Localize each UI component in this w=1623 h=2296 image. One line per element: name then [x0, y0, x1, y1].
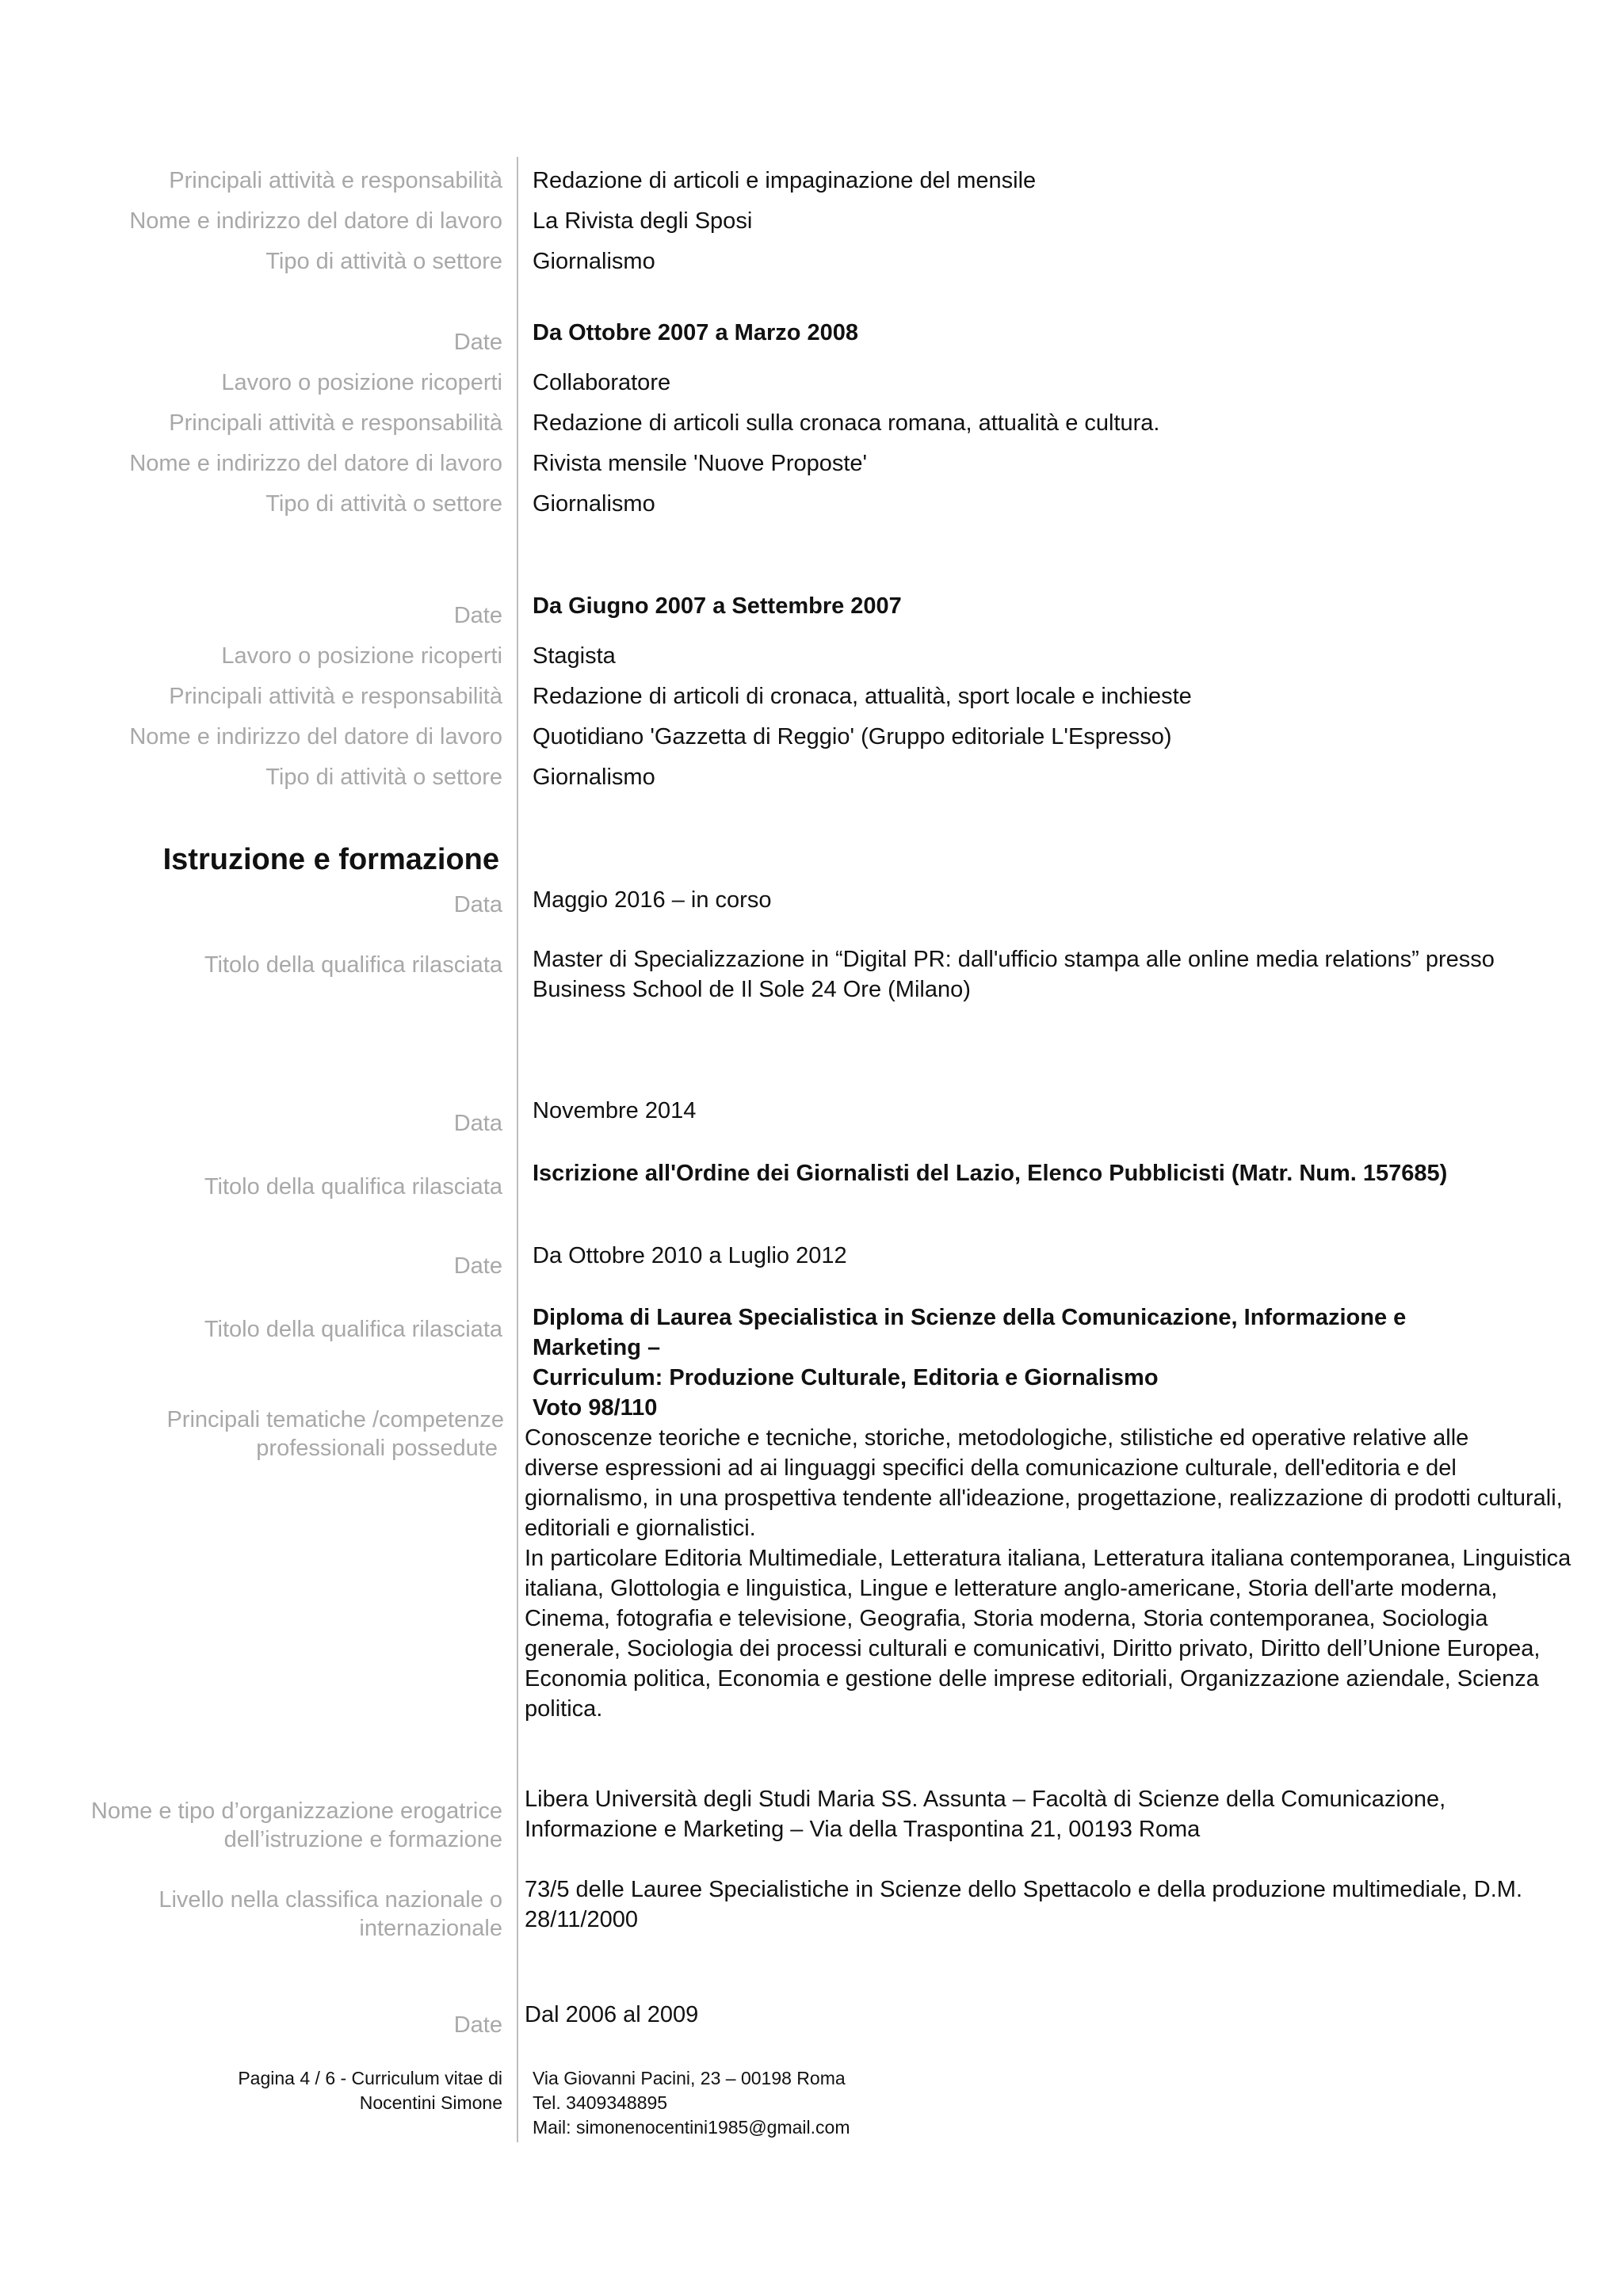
skills-label [166, 1405, 504, 1463]
date-label: Data [453, 892, 502, 917]
date-label: Data [453, 1111, 502, 1136]
employer-label: Nome e indirizzo del datore di lavoro [129, 451, 502, 476]
organization-line: Informazione e Marketing – Via della Traspontina 21, 00193 Roma [525, 1817, 1201, 1842]
skills-label-line: Principali tematiche /competenze [166, 1407, 504, 1432]
level-line: 73/5 delle Lauree Specialistiche in Scienze dello Spettacolo e della produzione multimediale, D.M. [525, 1877, 1523, 1902]
date-label: Date [453, 1253, 502, 1279]
level-label-line: internazionale [359, 1916, 502, 1941]
position-value: Stagista [533, 643, 616, 669]
date-value: Novembre 2014 [533, 1098, 697, 1123]
skills-line: politica. [525, 1696, 603, 1722]
qualification-label: Titolo della qualifica rilasciata [204, 1174, 502, 1199]
skills-line: generale, Sociologia dei processi culturali e comunicativi, Diritto privato, Diritto dell’Unione Europea, [525, 1636, 1541, 1661]
date-value: Da Ottobre 2010 a Luglio 2012 [533, 1243, 847, 1268]
qualification-line: Voto 98/110 [533, 1395, 658, 1421]
level-value [525, 1875, 1523, 1935]
sector-value: Giornalismo [533, 491, 655, 517]
skills-line: diverse espressioni ad ai linguaggi specifici della comunicazione culturale, dell'editoria e del [525, 1455, 1457, 1481]
employer-value: La Rivista degli Sposi [533, 208, 753, 234]
organization-line: Libera Università degli Studi Maria SS. Assunta – Facoltà di Scienze della Comunicazione, [525, 1787, 1446, 1812]
qualification-value: Iscrizione all'Ordine dei Giornalisti del Lazio, Elenco Pubblicisti (Matr. Num. 157685) [533, 1161, 1448, 1186]
contact-address: Via Giovanni Pacini, 23 – 00198 Roma [533, 2068, 846, 2088]
date-label: Date [453, 2012, 502, 2038]
skills-line: Cinema, fotografia e televisione, Geografia, Storia moderna, Storia contemporanea, Sociologia [525, 1606, 1488, 1631]
qualification-value [533, 944, 1515, 1005]
activities-label: Principali attività e responsabilità [169, 168, 502, 193]
date-value: Dal 2006 al 2009 [525, 2002, 699, 2027]
organization-label-line: dell’istruzione e formazione [223, 1827, 502, 1852]
skills-line: In particolare Editoria Multimediale, Letteratura italiana, Letteratura italiana contemporanea, Linguistica [525, 1546, 1571, 1571]
qualification-line: Curriculum: Produzione Culturale, Editoria e Giornalismo [533, 1365, 1159, 1390]
employer-label: Nome e indirizzo del datore di lavoro [129, 724, 502, 749]
employer-value: Quotidiano 'Gazzetta di Reggio' (Gruppo editoriale L'Espresso) [533, 724, 1172, 749]
page-footer-line: Nocentini Simone [359, 2092, 502, 2113]
activities-label: Principali attività e responsabilità [169, 684, 502, 709]
date-label: Date [453, 603, 502, 628]
activities-value: Redazione di articoli e impaginazione del mensile [533, 168, 1037, 193]
position-value: Collaboratore [533, 370, 671, 395]
qualification-label: Titolo della qualifica rilasciata [204, 1317, 502, 1342]
position-label: Lavoro o posizione ricoperti [221, 643, 502, 669]
section-title: Istruzione e formazione [162, 843, 499, 876]
level-label [158, 1886, 502, 1943]
organization-label-line: Nome e tipo d’organizzazione erogatrice [90, 1798, 502, 1824]
skills-line: giornalismo, in una prospettiva tendente all'ideazione, progettazione, realizzazione di prodotti culturali, [525, 1486, 1563, 1511]
page-footer-line: Pagina 4 / 6 - Curriculum vitae di [238, 2068, 502, 2088]
contact-email: Mail: simonenocentini1985@gmail.com [533, 2117, 850, 2138]
sector-value: Giornalismo [533, 249, 655, 274]
contact-phone: Tel. 3409348895 [533, 2092, 668, 2113]
organization-label [91, 1797, 502, 1854]
activities-label: Principali attività e responsabilità [169, 410, 502, 436]
skills-line: Conoscenze teoriche e tecniche, storiche, metodologiche, stilistiche ed operative relative alle [525, 1425, 1469, 1451]
skills-text [525, 1423, 1571, 1724]
contact-footer [533, 2066, 850, 2140]
activities-value: Redazione di articoli sulla cronaca romana, attualità e cultura. [533, 410, 1160, 436]
skills-line: italiana, Glottologia e linguistica, Lingue e letterature anglo-americane, Storia dell'arte moderna, [525, 1576, 1498, 1601]
sector-label: Tipo di attività o settore [265, 491, 502, 517]
sector-label: Tipo di attività o settore [265, 765, 502, 790]
sector-label: Tipo di attività o settore [265, 249, 502, 274]
employer-label: Nome e indirizzo del datore di lavoro [129, 208, 502, 234]
qualification-line: Master di Specializzazione in “Digital PR: dall'ufficio stampa alle online media relations” presso [533, 947, 1495, 972]
qualification-value [533, 1302, 1515, 1423]
sector-value: Giornalismo [533, 765, 655, 790]
qualification-label: Titolo della qualifica rilasciata [204, 952, 502, 978]
level-label-line: Livello nella classifica nazionale o [158, 1887, 502, 1913]
date-value: Da Ottobre 2007 a Marzo 2008 [533, 320, 859, 345]
date-value: Maggio 2016 – in corso [533, 887, 772, 913]
page-footer [238, 2066, 502, 2115]
column-divider [517, 157, 518, 2142]
qualification-line: Business School de Il Sole 24 Ore (Milano) [533, 977, 971, 1002]
date-value: Da Giugno 2007 a Settembre 2007 [533, 593, 902, 619]
employer-value: Rivista mensile 'Nuove Proposte' [533, 451, 868, 476]
level-line: 28/11/2000 [525, 1907, 638, 1932]
organization-value [525, 1784, 1523, 1844]
position-label: Lavoro o posizione ricoperti [221, 370, 502, 395]
skills-label-line: professionali possedute [256, 1436, 498, 1461]
activities-value: Redazione di articoli di cronaca, attualità, sport locale e inchieste [533, 684, 1192, 709]
skills-line: editoriali e giornalistici. [525, 1516, 756, 1541]
skills-line: Economia politica, Economia e gestione delle imprese editoriali, Organizzazione aziendale, Scienza [525, 1666, 1539, 1691]
qualification-line: Diploma di Laurea Specialistica in Scienze della Comunicazione, Informazione e Marketing – [533, 1305, 1407, 1360]
date-label: Date [453, 330, 502, 355]
